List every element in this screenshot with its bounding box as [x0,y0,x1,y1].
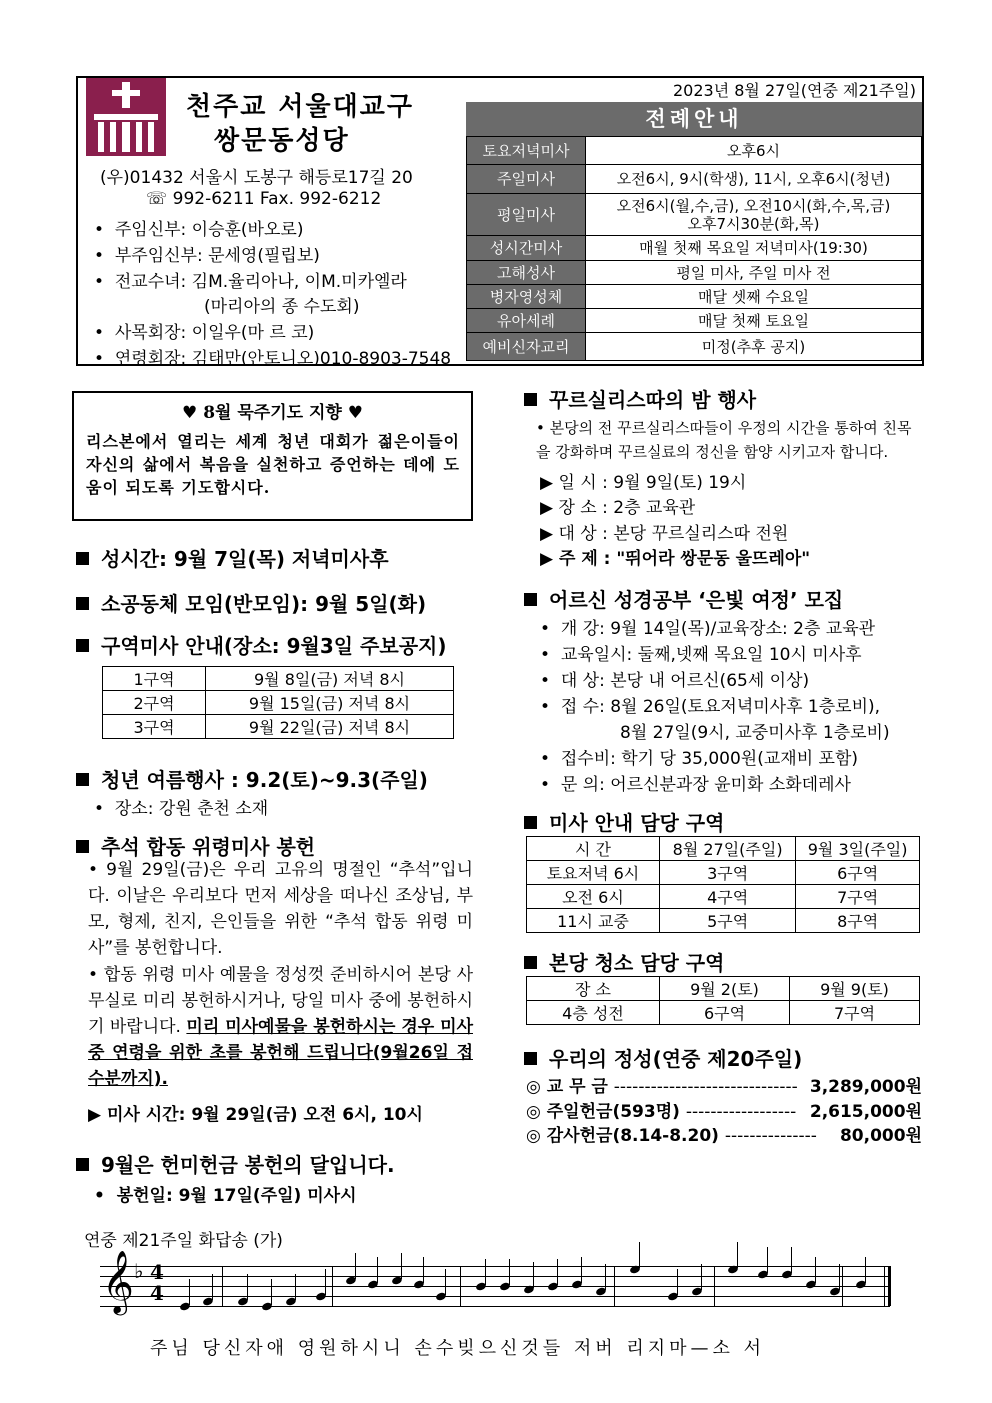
liturgy-value: 매달 셋째 수요일 [586,285,922,309]
liturgy-table [466,136,922,361]
staff-line [100,1266,890,1267]
elder-item: • 접 수: 8월 26일(토요저녁미사후 1층로비), [540,697,881,717]
district-cell: 9월 8일(금) 저녁 8시 [206,667,454,691]
psalm-lyrics: 주님 당신자애 영원하시니 손수빚으신것들 저버 리지마—소 서 [150,1338,766,1359]
guide-cell: 7구역 [796,885,920,909]
guide-cell: 8구역 [796,909,920,933]
elder-item: • 교육일시: 둘째,넷째 목요일 10시 미사후 [540,645,862,665]
clean-cell: 4층 성전 [527,1001,660,1025]
note-stem [737,1242,738,1268]
cursillo-item: ▶ 장 소 : 2층 교육관 [540,498,696,518]
staff-line [100,1276,890,1277]
note-stem [767,1247,768,1273]
bar-line [222,1266,223,1306]
note-stem [865,1257,866,1283]
note-stem [295,1274,296,1300]
treble-clef-icon: 𝄞 [102,1250,134,1313]
note-stem [791,1247,792,1273]
elder-item: • 문 의: 어르신분과장 윤미화 소화데레사 [540,775,851,795]
cleaning-heading: 본당 청소 담당 구역 [524,947,724,976]
liturgy-label: 평일미사 [467,194,586,236]
note-stem [325,1269,326,1295]
chuseok-heading: 추석 합동 위령미사 봉헌 [76,831,315,860]
staff-item: • 사목회장: 이일우(마 르 코) [94,323,315,343]
liturgy-value: 미정(추후 공지) [586,333,922,361]
staff-item: • 주임신부: 이승훈(바오로) [94,220,304,240]
note-stem [377,1257,378,1283]
offering-heading: 9월은 헌미헌금 봉헌의 달입니다. [76,1149,395,1178]
psalm-title: 연중 제21주일 화답송 (가) [84,1231,283,1251]
elder-item-continued: 8월 27일(9시, 교중미사후 1층로비) [620,723,890,743]
staff-item: • 부주임신부: 문세영(필립보) [94,246,320,266]
clean-cell: 7구역 [790,1001,920,1025]
guide-cell: 3구역 [660,861,796,885]
offering-day: • 봉헌일: 9월 17일(주일) 미사시 [94,1186,357,1206]
note-stem [401,1253,402,1279]
guide-head-cell: 시 간 [527,837,660,861]
elder-study-heading: 어르신 성경공부 ‘은빛 여정’ 모집 [524,584,843,613]
guide-cell: 5구역 [660,909,796,933]
parish-phone: ☏ 992-6211 Fax. 992-6212 [146,189,382,209]
final-bar-line [888,1266,891,1306]
guide-cell: 토요저녁 6시 [527,861,660,885]
district-cell: 3구역 [103,715,206,739]
clean-head-cell: 장 소 [527,977,660,1001]
bar-line [460,1266,461,1306]
staff-item: • 전교수녀: 김M.율리아나, 이M.미카엘라 [94,272,407,292]
note-stem [557,1259,558,1285]
district-cell: 9월 15일(금) 저녁 8시 [206,691,454,715]
note-stem [581,1257,582,1283]
donation-row: ◎ 감사헌금(8.14-8.20) --------------- 80,000원 [526,1126,922,1146]
clean-head-cell: 9월 9(토) [790,977,920,1001]
guide-head-cell: 8월 27일(주일) [660,837,796,861]
liturgy-value: 평일 미사, 주일 미사 전 [586,261,922,285]
mass-guide-heading: 미사 안내 담당 구역 [524,807,724,836]
note-stem [212,1274,213,1300]
staff-item: • 연령회장: 김태만(안토니오)010-8903-7548 [94,349,452,369]
note-stem [605,1264,606,1290]
guide-head-cell: 9월 3일(주일) [796,837,920,861]
liturgy-value: 매달 첫째 토요일 [586,309,922,333]
liturgy-label: 고해성사 [467,261,586,285]
district-mass-table [102,666,454,739]
clean-head-cell: 9월 2(토) [660,977,790,1001]
note-stem [423,1257,424,1283]
note-stem [533,1262,534,1288]
liturgy-title: 전례안내 [466,102,922,136]
prayer-title: ♥ 8월 묵주기도 지향 ♥ [182,403,363,423]
cursillo-item: ▶ 일 시 : 9월 9일(토) 19시 [540,473,747,493]
liturgy-value: 매월 첫째 목요일 저녁미사(19:30) [586,236,922,261]
district-mass-heading: 구역미사 안내(장소: 9월3일 주보공지) [76,630,446,659]
staff-line [100,1306,890,1307]
note-stem [839,1264,840,1290]
note-stem [677,1269,678,1295]
liturgy-label: 성시간미사 [467,236,586,261]
note-stem [509,1259,510,1285]
elder-item: • 개 강: 9월 14일(목)/교육장소: 2층 교육관 [540,619,876,639]
liturgy-label: 토요저녁미사 [467,137,586,165]
time-signature: 4 4 [150,1260,164,1305]
note-stem [701,1264,702,1290]
cursillo-heading: 꾸르실리스따의 밤 행사 [524,384,756,413]
cursillo-item: ▶ 대 상 : 본당 꾸르실리스따 전원 [540,524,789,544]
parish-address: (우)01432 서울시 도봉구 해등로17길 20 [100,168,413,188]
elder-item: • 대 상: 본당 내 어르신(65세 이상) [540,671,810,691]
note-stem [271,1279,272,1305]
key-flat-icon: ♭ [134,1259,144,1283]
chuseok-mass-time: ▶ 미사 시간: 9월 29일(금) 오전 6시, 10시 [88,1105,423,1125]
bar-line [614,1266,615,1306]
staff-line [100,1286,890,1287]
parish-name-line1: 천주교 서울대교구 [186,92,414,122]
guide-cell: 11시 교중 [527,909,660,933]
elder-item: • 접수비: 학기 당 35,000원(교재비 포함) [540,749,858,769]
prayer-text: 리스본에서 열리는 세계 청년 대회가 젊은이들이 자신의 삶에서 복음을 실천하고 증언하는 데에 도움이 되도록 기도합시다. [86,432,460,497]
guide-cell: 오전 6시 [527,885,660,909]
note-stem [355,1253,356,1279]
liturgy-value: 오전6시(월,수,금), 오전10시(화,수,목,금) 오후7시30분(화,목) [586,194,922,236]
bar-line [332,1266,333,1306]
district-cell: 9월 22일(금) 저녁 8시 [206,715,454,739]
note-stem [485,1259,486,1285]
small-community-heading: 소공동체 모임(반모임): 9월 5일(화) [76,588,426,617]
liturgy-value: 오후6시 [586,137,922,165]
bar-line [884,1266,885,1306]
youth-heading: 청년 여름행사 : 9.2(토)~9.3(주일) [76,764,428,793]
note-stem [445,1269,446,1295]
liturgy-label: 병자영성체 [467,285,586,309]
liturgy-label: 유아세례 [467,309,586,333]
holy-hour-heading: 성시간: 9월 7일(목) 저녁미사후 [76,543,389,572]
mass-guide-table [526,836,920,933]
note-stem [815,1257,816,1283]
bar-line [842,1266,843,1306]
liturgy-label: 예비신자교리 [467,333,586,361]
staff-item-note: (마리아의 종 수도회) [204,297,360,317]
cursillo-item: ▶ 주 제 : "뛰어라 쌍문동 울뜨레아" [540,549,811,569]
church-logo [86,78,166,156]
district-cell: 2구역 [103,691,206,715]
liturgy-value: 오전6시, 9시(학생), 11시, 오후6시(청년) [586,165,922,194]
donation-row: ◎ 교 무 금 ------------------------------ 3,289,000원 [526,1077,922,1097]
youth-place: • 장소: 강원 춘천 소재 [94,799,269,819]
donation-heading: 우리의 정성(연중 제20주일) [524,1043,802,1072]
note-stem [247,1274,248,1300]
donation-row: ◎ 주일헌금(593명) ------------------ 2,615,000원 [526,1102,922,1122]
staff-line [100,1296,890,1297]
cursillo-description: • 본당의 전 꾸르실리스따들이 우정의 시간을 통하여 친목을 강화하며 꾸르실료의 정신을 함양 시키고자 합니다. [536,419,912,461]
clean-cell: 6구역 [660,1001,790,1025]
guide-cell: 6구역 [796,861,920,885]
guide-cell: 4구역 [660,885,796,909]
liturgy-label: 주일미사 [467,165,586,194]
cleaning-table [526,976,920,1025]
note-stem [639,1242,640,1268]
chuseok-paragraph-2: • 합동 위령 미사 예물을 정성껏 준비하시어 본당 사무실로 미리 봉헌하시거나, 당일 미사 중에 봉헌하시기 바랍니다. 미리 미사예물을 봉헌하시는 경우 미사 중 연령을 위한 초를 봉헌해 드립니다(9월26일 접수분까지). [88,965,473,1089]
district-cell: 1구역 [103,667,206,691]
note-stem [189,1279,190,1305]
bar-line [714,1266,715,1306]
chuseok-paragraph-1: • 9월 29일(금)은 우리 고유의 명절인 “추석”입니다. 이날은 우리보다 먼저 세상을 떠나신 조상님, 부모, 형제, 친지, 은인들을 위한 “추석 합동 위령 미사”를 봉헌합니다. [88,860,473,958]
bulletin-date: 2023년 8월 27일(연중 제21주일) [672,81,916,100]
parish-name-line2: 쌍문동성당 [214,126,350,156]
